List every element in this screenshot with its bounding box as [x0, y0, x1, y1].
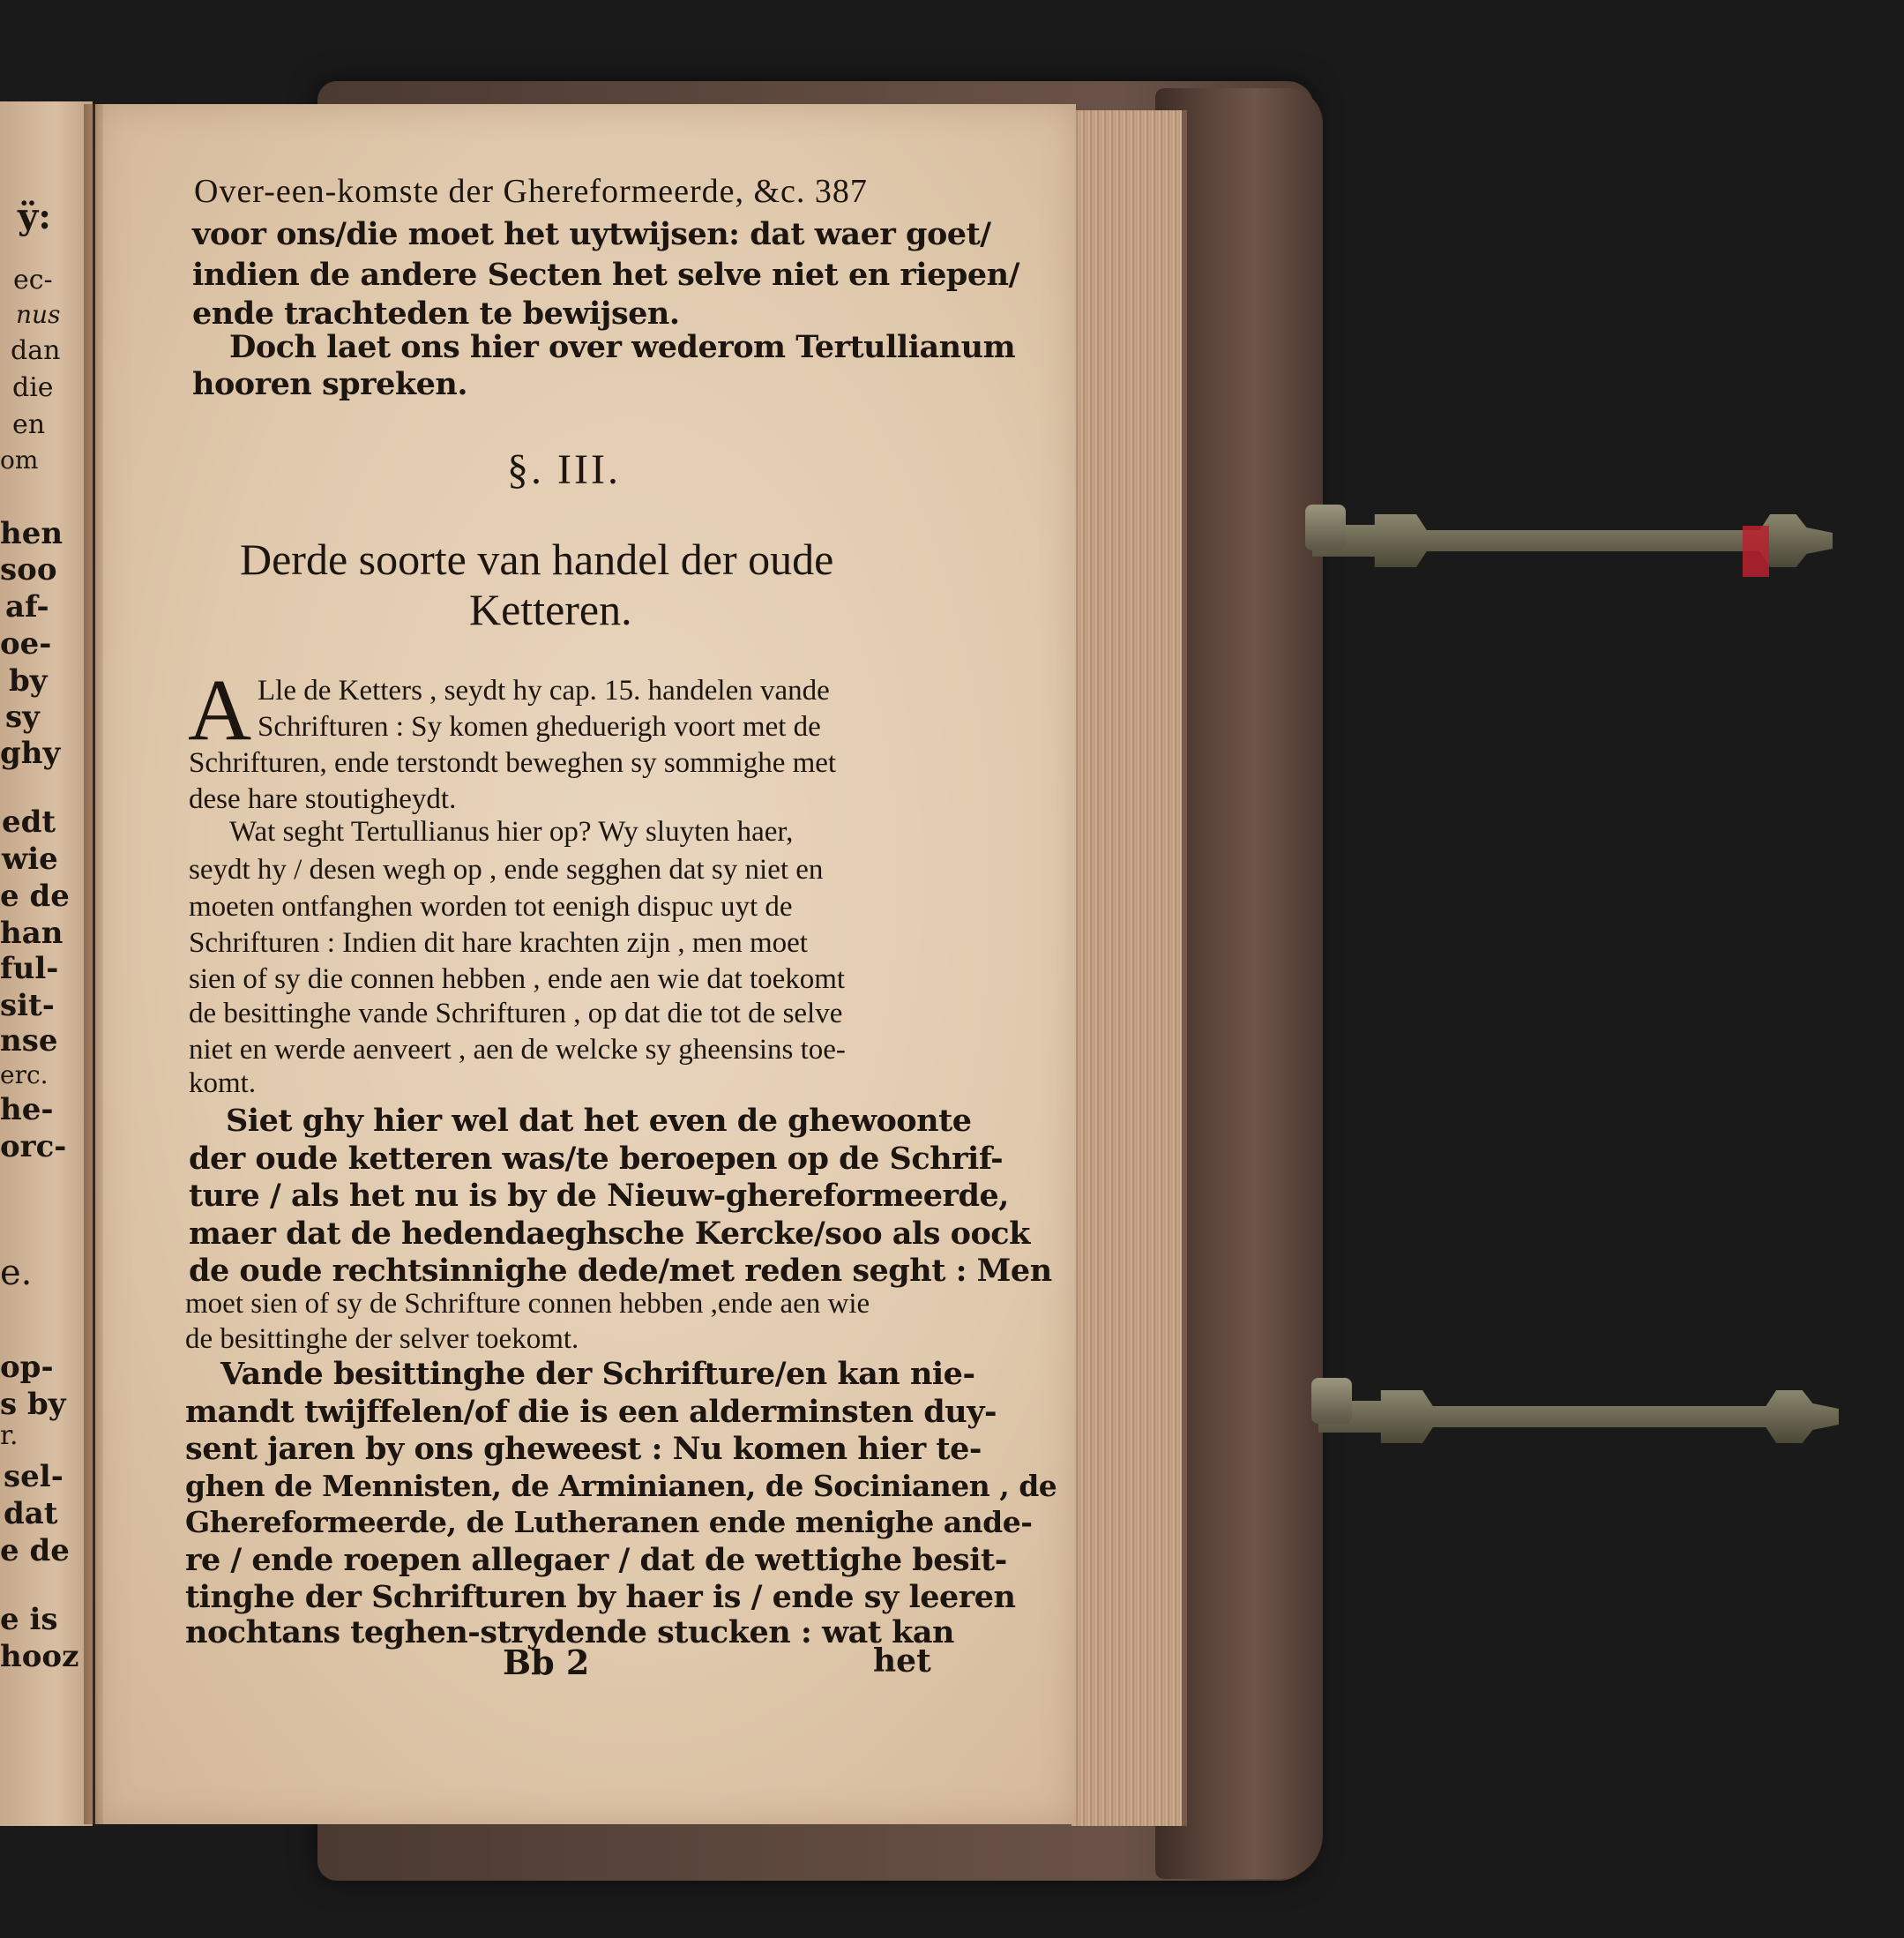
- text-line: indien de andere Secten het selve niet en riepen/: [192, 257, 1019, 293]
- left-fragment: die: [12, 372, 54, 403]
- section-title-line: Ketteren.: [469, 585, 632, 634]
- left-fragment: ghy: [0, 736, 61, 771]
- upper-clasp-hinge: [1305, 505, 1346, 550]
- text-line: re / ende roepen allegaer / dat de wettighe besit-: [185, 1542, 1007, 1578]
- catchword: het: [873, 1642, 931, 1680]
- left-fragment: wie: [2, 842, 58, 877]
- left-fragment: edt: [2, 804, 56, 840]
- running-head: Over-een-komste der Ghereformeerde, &c. 387: [194, 173, 868, 210]
- left-fragment: r.: [0, 1420, 19, 1451]
- text-line: de besittinghe vande Schrifturen , op dat die tot de selve: [189, 998, 843, 1029]
- signature-mark: Bb 2: [503, 1642, 590, 1682]
- left-fragment: e de: [0, 1533, 70, 1568]
- left-fragment: hen: [0, 516, 63, 551]
- left-fragment: han: [0, 916, 63, 951]
- left-fragment: erc.: [0, 1060, 49, 1089]
- left-fragment: sel-: [4, 1459, 63, 1494]
- text-line: nochtans teghen-strydende stucken : wat kan: [185, 1614, 955, 1650]
- text-line: voor ons/die moet het uytwijsen: dat waer goet/: [192, 216, 991, 252]
- text-line: moeten ontfanghen worden tot eenigh dispuc uyt de: [189, 891, 793, 923]
- left-fragment: he-: [0, 1092, 54, 1127]
- red-library-mark: [1743, 526, 1769, 577]
- left-fragment: af-: [5, 589, 49, 625]
- left-fragment: nus: [16, 300, 61, 329]
- left-fragment: orc-: [0, 1129, 67, 1164]
- text-line: niet en werde aenveert , aen de welcke sy gheensins toe-: [189, 1034, 846, 1066]
- text-line: dese hare stoutigheydt.: [189, 783, 457, 815]
- text-line: der oude ketteren was/te beroepen op de Schrif-: [189, 1141, 1004, 1177]
- text-line: hooren spreken.: [192, 366, 468, 402]
- left-fragment: soo: [0, 552, 57, 587]
- text-line: Schrifturen : Indien dit hare krachten zijn , men moet: [189, 927, 808, 959]
- text-line: de besittinghe der selver toekomt.: [185, 1323, 579, 1355]
- text-line: de oude rechtsinnighe dede/met reden seght : Men: [189, 1253, 1052, 1289]
- text-line: sent jaren by ons gheweest : Nu komen hier te-: [185, 1431, 982, 1467]
- text-line: komt.: [189, 1067, 257, 1099]
- text-line: Siet ghy hier wel dat het even de ghewoonte: [226, 1103, 972, 1139]
- left-fragment: ful-: [0, 951, 59, 986]
- lower-clasp: [1318, 1374, 1848, 1454]
- text-line: tinghe der Schrifturen by haer is / ende sy leeren: [185, 1579, 1016, 1615]
- left-fragment: om: [0, 445, 39, 475]
- text-line: Doch laet ons hier over wederom Tertullianum: [229, 329, 1016, 365]
- left-fragment: sy: [5, 700, 40, 735]
- text-line: ghen de Mennisten, de Arminianen, de Socinianen , de: [185, 1469, 1057, 1503]
- text-line: ende trachteden te bewijsen.: [192, 296, 680, 332]
- left-fragment: e is: [0, 1602, 58, 1637]
- left-fragment: nse: [0, 1023, 58, 1059]
- text-line: Ghereformeerde, de Lutheranen ende menighe ande-: [185, 1505, 1033, 1539]
- text-line: seydt hy / desen wegh op , ende segghen dat sy niet en: [189, 854, 824, 886]
- left-fragment: by: [9, 663, 48, 699]
- text-line: Vande besittinghe der Schrifture/en kan nie-: [220, 1356, 975, 1392]
- left-fragment: hooz: [0, 1639, 79, 1674]
- left-fragment: ÿ:: [18, 196, 52, 237]
- section-title-line: Derde soorte van handel der oude: [240, 535, 834, 584]
- lower-clasp-strap: [1318, 1390, 1839, 1443]
- text-line: Lle de Ketters , seydt hy cap. 15. handelen vande: [258, 675, 830, 707]
- text-line: Wat seght Tertullianus hier op? Wy sluyten haer,: [229, 816, 794, 848]
- text-line: moet sien of sy de Schrifture connen hebben ,ende aen wie: [185, 1288, 870, 1320]
- page-edges: [1071, 110, 1187, 1826]
- text-line: mandt twijffelen/of die is een alderminsten duy-: [185, 1394, 997, 1430]
- left-fragment: ec-: [13, 265, 53, 296]
- left-fragment: op-: [0, 1350, 54, 1385]
- left-fragment: oe-: [0, 626, 52, 662]
- left-fragment: e de: [0, 879, 70, 914]
- left-fragment: dat: [4, 1496, 58, 1531]
- text-line: Schrifturen, ende terstondt beweghen sy sommighe met: [189, 747, 837, 779]
- page-gutter: [84, 104, 103, 1824]
- left-fragment: e.: [0, 1253, 33, 1293]
- left-fragment: s by: [0, 1387, 66, 1422]
- section-number: §. III.: [507, 446, 621, 493]
- text-line: maer dat de hedendaeghsche Kercke/soo als oock: [189, 1216, 1030, 1252]
- text-line: sien of sy die connen hebben , ende aen wie dat toekomt: [189, 963, 846, 995]
- text-line: ture / als het nu is by de Nieuw-ghereformeerde,: [189, 1178, 1009, 1214]
- text-line: Schrifturen : Sy komen gheduerigh voort met de: [258, 711, 821, 743]
- left-fragment: sit-: [0, 988, 55, 1023]
- drop-cap: A: [188, 661, 252, 759]
- left-fragment: en: [12, 409, 46, 440]
- lower-clasp-hinge: [1311, 1378, 1352, 1424]
- left-fragment: dan: [11, 335, 61, 366]
